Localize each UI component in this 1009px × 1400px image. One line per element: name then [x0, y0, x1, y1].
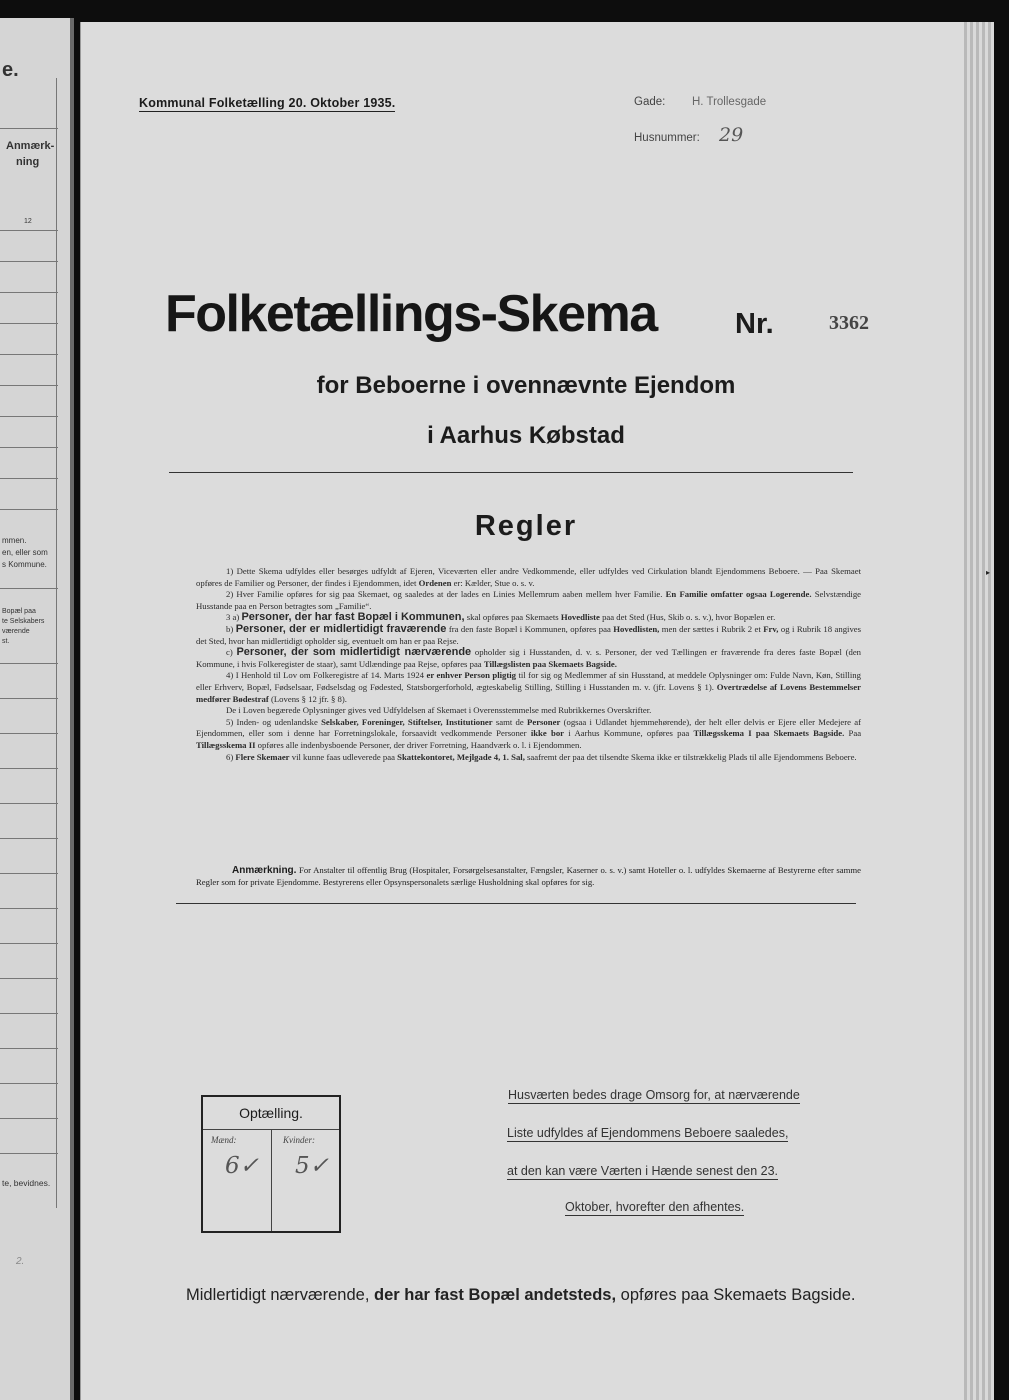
house-number-value: 29: [719, 124, 744, 146]
house-number-label: Husnummer:: [634, 132, 700, 144]
left-small-line-4: st.: [2, 638, 10, 645]
footer-instruction: Midlertidigt nærværende, der har fast Bopæl andetsteds, opføres paa Skemaets Bagside.: [186, 1286, 856, 1304]
census-form-page: [80, 22, 971, 1400]
rule-1: 1) Dette Skema udfyldes eller besørges udfyldt af Ejeren, Viceværten eller andre Vedkommende, eller udfyldes ved Cirkulation blandt Ejendommens Beboere. — Paa Skemaet opføres de Familier og Personer, der findes i Ejendommen, idet Ordenen er: Kælder, Stue o. s. v.: [196, 566, 861, 588]
subtitle-city: i Aarhus Købstad: [427, 422, 625, 449]
landlord-note-line-2: Liste udfyldes af Ejendommens Beboere saaledes,: [507, 1126, 789, 1140]
rule-6: 6) Flere Skemaer vil kunne faas udleverede paa Skattekontoret, Mejlgade 4, 1. Sal, saafremt der paa det tilsendte Skema ikke er tilstrækkelig Plads til alle Ejendommens Beboere.: [226, 751, 857, 762]
tally-box: [201, 1095, 341, 1233]
left-bottom-text: te, bevidnes.: [2, 1178, 51, 1188]
left-column-label-2: ning: [16, 156, 40, 168]
rule-4: 4) I Henhold til Lov om Folkeregistre af 14. Marts 1924 er enhver Person pligtig til for sig og Medlemmer af sin Husstand, at meddele Oplysninger om: Fulde Navn, Køn, Stilling eller Erhverv, Bopæl, Fødselsaar, Fødselsdag og Fødested, Statsborgerforhold, ægteskabelig Stilling, Stilling i Husstanden m. v. (jfr. Lovens § 1). Overtrædelse af Lovens Bestemmelser medfører Bødestraf (Lovens § 12 jfr. § 8).: [196, 670, 862, 704]
left-small-line-2: te Selskabers: [2, 618, 45, 625]
left-column-label-1: Anmærk-: [6, 140, 55, 152]
left-small-line-1: Bopæl paa: [2, 608, 36, 615]
left-scribble: 2.: [16, 1256, 25, 1267]
form-title: Folketællings-Skema: [165, 285, 657, 343]
note-text: For Anstalter til offentlig Brug (Hospitaler, Forsørgelsesanstalter, Fængsler, Kaserner o. s. v.) samt Hoteller o. l. udfyldes Skemaerne af Bestyrerne efter samme Regler som for private Ejendomme. Bestyrerens eller Opsynspersonalets særlige Husholdning skal opføres for sig.: [196, 865, 862, 887]
left-small-line-3: værende: [2, 628, 30, 635]
rule-2: 2) Hver Familie opføres for sig paa Skemaet, og saaledes at der lades en Linies Mellemrum aaben mellem hver Familie. En Familie omfatter ogsaa Logerende. Selvstændige Husstande paa en Person betragtes som „Familie“.: [196, 589, 862, 611]
landlord-note-line-3: at den kan være Værten i Hænde senest den 23.: [507, 1164, 778, 1178]
street-value: H. Trollesgade: [692, 96, 767, 108]
left-note-line-1: mmen.: [2, 536, 27, 545]
left-note-line-3: s Kommune.: [2, 560, 47, 569]
left-heading-fragment: e.: [2, 59, 19, 81]
previous-page-strip: [0, 18, 74, 1400]
subtitle-residents: for Beboerne i ovennævnte Ejendom: [316, 372, 736, 399]
left-note-line-2: en, eller som: [2, 548, 48, 557]
men-count: 6✓: [225, 1153, 259, 1179]
women-count: 5✓: [295, 1153, 329, 1179]
tally-title: Optælling.: [203, 1097, 339, 1130]
men-label: Mænd:: [211, 1135, 237, 1145]
rules-heading: Regler: [474, 510, 578, 542]
left-column-number: 12: [24, 218, 32, 225]
title-divider: [169, 472, 853, 473]
number-label: Nr.: [735, 308, 774, 340]
page-marker-icon: ▸: [986, 568, 991, 577]
rules-body: [196, 566, 861, 763]
rule-3b: b) Personer, der er midlertidigt fraværende fra den faste Bopæl i Kommunen, opføres paa Hovedlisten, men der sættes i Rubrik 2 et Frv, og i Rubrik 18 angives det Sted, hvor han midlertidigt opholder sig, eventuelt om han er paa Rejse.: [196, 622, 862, 646]
rule-3c: c) Personer, der som midlertidigt nærværende opholder sig i Husstanden, d. v. s. Personer, der ved Tællingen er fraværende fra deres faste Bopæl (den Kommune, i hvis Folkeregister de staar), samt Udlændinge paa Rejse, opføres paa Tillægslisten paa Skemaets Bagside.: [196, 646, 862, 669]
landlord-note-line-4: Oktober, hvorefter den afhentes.: [565, 1200, 745, 1214]
landlord-note-line-1: Husværten bedes drage Omsorg for, at nærværende: [508, 1088, 800, 1102]
form-number: 3362: [829, 312, 869, 334]
census-heading: Kommunal Folketælling 20. Oktober 1935.: [139, 96, 396, 110]
street-label: Gade:: [634, 96, 666, 108]
rule-5: 5) Inden- og udenlandske Selskaber, Foreninger, Stiftelser, Institutioner samt de Personer (ogsaa i Udlandet hjemmehørende), der helt eller delvis er Ejere eller Medejere af Ejendommen, eller som i denne har Forretningslokale, forsaavidt vedkommende Personer ikke bor i Aarhus Kommune, opføres paa Tillægsskema I paa Skemaets Bagside. Paa Tillægsskema II opføres alle indenbysboende Personer, der driver Forretning, Haandværk o. l. i Ejendommen.: [196, 716, 862, 750]
women-label: Kvinder:: [283, 1135, 315, 1145]
rule-4-note: De i Loven begærede Oplysninger gives ved Udfyldelsen af Skemaet i Overensstemmelse med Rubrikkernes Overskrifter.: [226, 705, 652, 716]
note-label: Anmærkning.: [232, 865, 297, 876]
rules-divider: [176, 903, 856, 904]
book-page-edges: [964, 22, 994, 1400]
rule-3a: 3 a) Personer, der har fast Bopæl i Kommunen, skal opføres paa Skemaets Hovedliste paa det Sted (Hus, Skib o. s. v.), hvor Bopælen er.: [226, 611, 776, 624]
institution-note: [196, 865, 861, 888]
